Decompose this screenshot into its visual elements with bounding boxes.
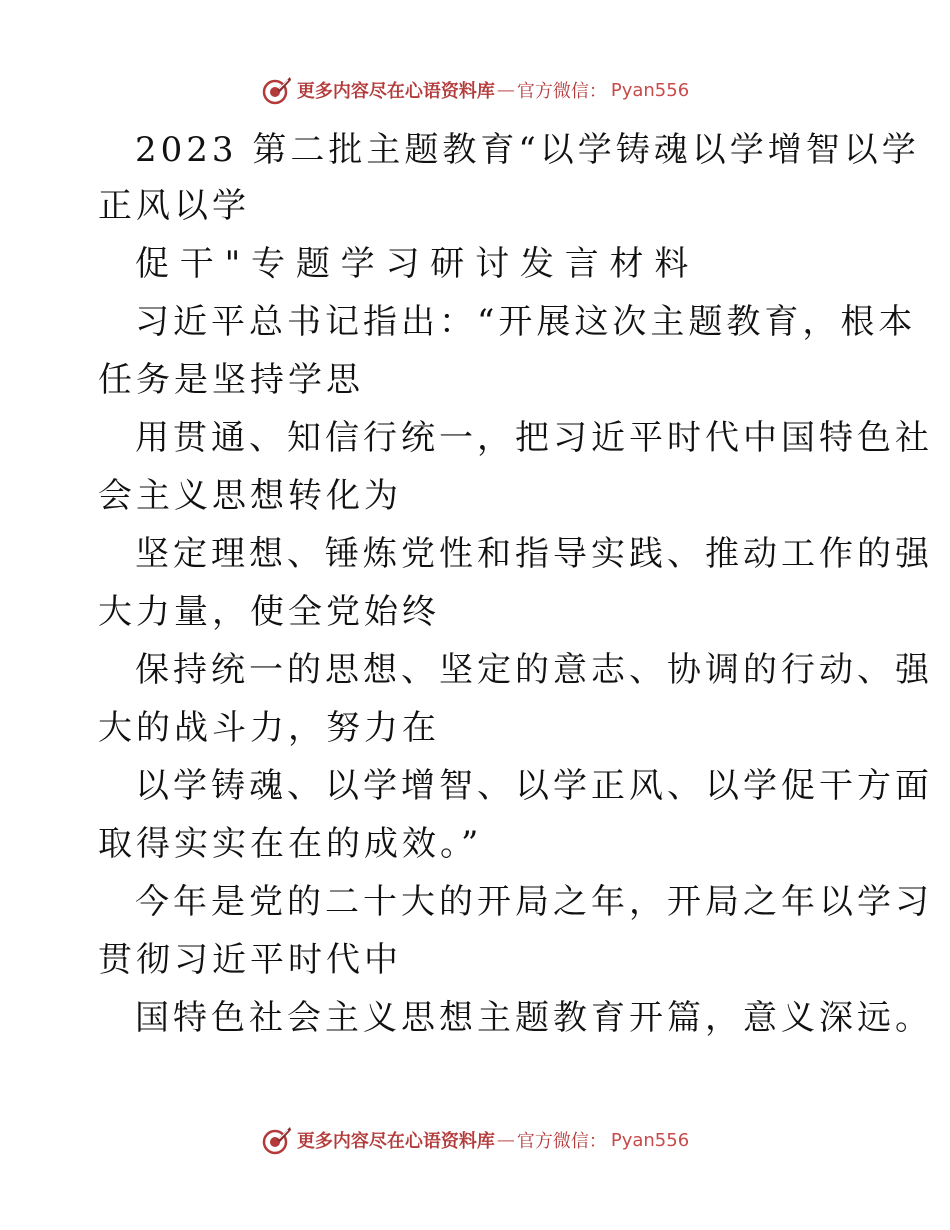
doc-line-3: 促 干 " 专 题 学 习 研 讨 发 言 材 料 xyxy=(135,244,689,284)
watermark-dash: — xyxy=(496,1129,515,1151)
doc-line-16: 国特色社会主义思想主题教育开篇，意义深远。 xyxy=(135,998,933,1038)
watermark-sub-text: 官方微信： xyxy=(516,81,607,102)
doc-line-1: 2023 第二批主题教育“以学铸魂以学增智以学 xyxy=(135,130,920,170)
doc-line-6: 用贯通、知信行统一，把习近平时代中国特色社 xyxy=(135,418,933,458)
doc-line-14: 今年是党的二十大的开局之年，开局之年以学习 xyxy=(135,882,933,922)
footer-watermark xyxy=(0,1120,950,1160)
watermark-dash: — xyxy=(496,79,515,101)
doc-line-9: 大力量，使全党始终 xyxy=(98,592,440,632)
doc-line-7: 会主义思想转化为 xyxy=(98,476,402,516)
header-watermark xyxy=(0,70,950,110)
quill-logo-icon xyxy=(261,1124,293,1156)
doc-line-10: 保持统一的思想、坚定的意志、协调的行动、强 xyxy=(135,650,933,690)
doc-line-4: 习近平总书记指出：“开展这次主题教育，根本 xyxy=(135,302,917,342)
doc-line-15: 贯彻习近平时代中 xyxy=(98,940,402,980)
watermark-main-text: 更多内容尽在心语资料库 xyxy=(296,1131,495,1152)
watermark-wechat-id: Pyan556 xyxy=(610,1129,690,1151)
watermark-sub-text: 官方微信： xyxy=(516,1131,607,1152)
doc-line-12: 以学铸魂、以学增智、以学正风、以学促干方面 xyxy=(135,766,933,806)
watermark-main-text: 更多内容尽在心语资料库 xyxy=(296,81,495,102)
watermark-wechat-id: Pyan556 xyxy=(610,79,690,101)
doc-line-5: 任务是坚持学思 xyxy=(98,360,364,400)
doc-line-8: 坚定理想、锤炼党性和指导实践、推动工作的强 xyxy=(135,534,933,574)
quill-logo-icon xyxy=(261,74,293,106)
doc-line-11: 大的战斗力，努力在 xyxy=(98,708,440,748)
doc-line-2: 正风以学 xyxy=(98,186,250,226)
doc-line-13: 取得实实在在的成效。” xyxy=(98,824,483,864)
